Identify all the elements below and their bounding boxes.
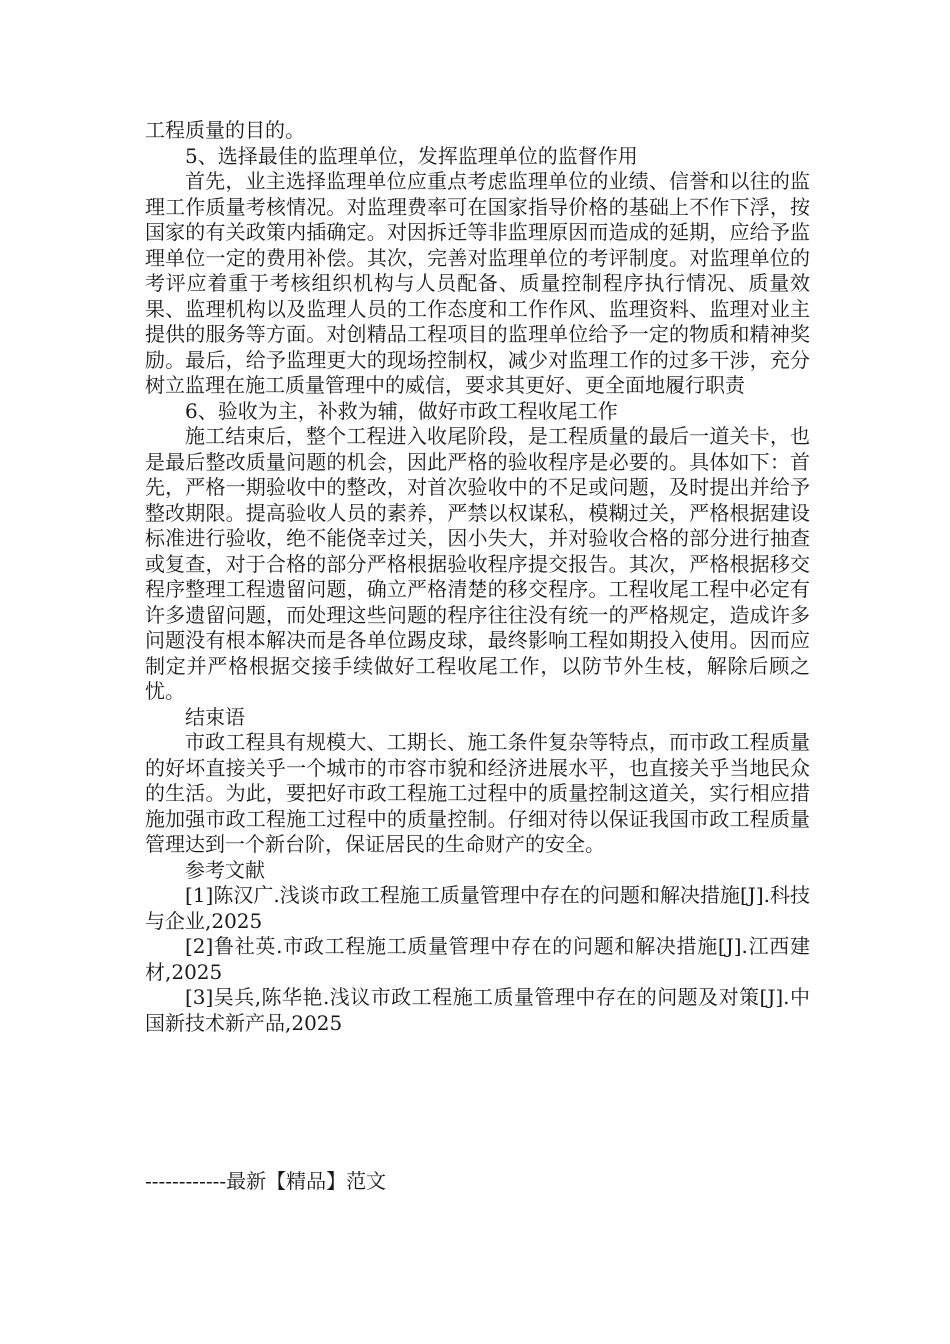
- reference-item: [2]鲁社英.市政工程施工质量管理中存在的问题和解决措施[J].江西建材,2025: [145, 934, 810, 984]
- conclusion-heading: 结束语: [185, 704, 245, 729]
- references-heading: 参考文献: [185, 857, 265, 882]
- paragraph: 首先，业主选择监理单位应重点考虑监理单位的业绩、信誉和以往的监理工作质量考核情况。对监理费率可在国家指导价格的基础上不作下浮，按国家的有关政策内插确定。对因拆迁等非监理原因而造成的延期，应给予监理单位一定的费用补偿。其次，完善对监理单位的考评制度。对监理单位的考评应着重于考核组织机构与人员配备、质量控制程序执行情况、质量效果、监理机构以及监理人员的工作态度和工作作风、监理资料、监理对业主提供的服务等方面。对创精品工程项目的监理单位给予一定的物质和精神奖励。最后，给予监理更大的现场控制权，减少对监理工作的过多干涉，充分树立监理在施工质量管理中的威信，要求其更好、更全面地履行职责: [145, 169, 810, 397]
- document-body: [145, 118, 810, 1036]
- section-heading-5: 5、选择最佳的监理单位，发挥监理单位的监督作用: [185, 143, 638, 168]
- reference-item: [3]吴兵,陈华艳.浅议市政工程施工质量管理中存在的问题及对策[J].中国新技术新产品,2025: [145, 985, 810, 1035]
- paragraph: 施工结束后，整个工程进入收尾阶段，是工程质量的最后一道关卡，也是最后整改质量问题的机会，因此严格的验收程序是必要的。具体如下：首先，严格一期验收中的整改，对首次验收中的不足或问题，及时提出并给予整改期限。提高验收人员的素养，严禁以权谋私，模糊过关，严格根据建设标准进行验收，绝不能侥幸过关，因小失大，并对验收合格的部分进行抽查或复查，对于合格的部分严格根据验收程序提交报告。其次，严格根据移交程序整理工程遗留问题，确立严格清楚的移交程序。工程收尾工程中必定有许多遗留问题，而处理这些问题的程序往往没有统一的严格规定，造成许多问题没有根本解决而是各单位踢皮球，最终影响工程如期投入使用。因而应制定并严格根据交接手续做好工程收尾工作，以防节外生枝，解除后顾之忧。: [145, 424, 810, 703]
- footer-label: ------------最新【精品】范文: [145, 1169, 387, 1193]
- section-heading-6: 6、验收为主，补救为辅，做好市政工程收尾工作: [185, 398, 618, 423]
- paragraph: 工程质量的目的。: [145, 118, 305, 142]
- reference-item: [1]陈汉广.浅谈市政工程施工质量管理中存在的问题和解决措施[J].科技与企业,2025: [145, 883, 810, 933]
- paragraph: 市政工程具有规模大、工期长、施工条件复杂等特点，而市政工程质量的好坏直接关乎一个城市的市容市貌和经济进展水平，也直接关乎当地民众的生活。为此，要把好市政工程施工过程中的质量控制这道关，实行相应措施加强市政工程施工过程中的质量控制。仔细对待以保证我国市政工程质量管理达到一个新台阶，保证居民的生命财产的安全。: [145, 730, 810, 856]
